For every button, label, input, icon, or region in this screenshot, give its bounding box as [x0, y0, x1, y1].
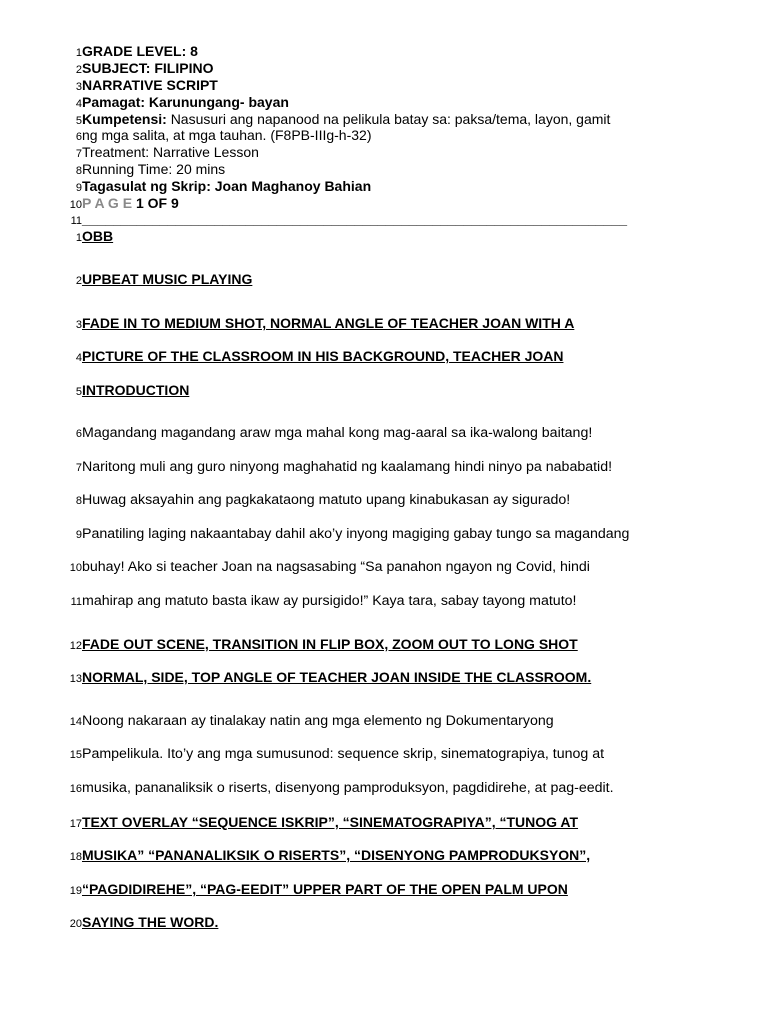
line-number: 12 [69, 640, 82, 652]
script-text: MUSIKA” “PANANALIKSIK O RISERTS”, “DISENYONG PAMPRODUKSYON”, [82, 847, 591, 863]
script-line-12 [68, 636, 578, 654]
pamagat-line [68, 94, 289, 112]
script-line-4 [68, 348, 563, 366]
subject-line [68, 60, 213, 78]
line-number: 17 [69, 818, 82, 830]
script-line-8 [68, 492, 570, 509]
kompetensi-cont-line [68, 127, 371, 145]
script-line-15 [68, 746, 604, 763]
line-number: 20 [69, 918, 82, 930]
script-line-5 [68, 382, 189, 400]
script-text: FADE IN TO MEDIUM SHOT, NORMAL ANGLE OF TEACHER JOAN WITH A [82, 315, 575, 331]
line-number: 2 [75, 275, 82, 287]
script-line-10 [68, 559, 590, 576]
page-label: P A G E [82, 195, 133, 211]
line-number: 14 [69, 716, 82, 728]
script-text: FADE OUT SCENE, TRANSITION IN FLIP BOX, ZOOM OUT TO LONG SHOT [82, 636, 578, 652]
script-text: Naritong muli ang guro ninyong maghahatid ng kaalamang hindi ninyo pa nababatid! [82, 459, 613, 475]
script-text: Pampelikula. Ito’y ang mga sumusunod: sequence skrip, sinematograpiya, tunog at [82, 746, 605, 762]
script-text: musika, pananaliksik o riserts, disenyong pamproduksyon, pagdidirehe, at pag-eedit. [82, 780, 614, 796]
line-number: 1 [75, 232, 82, 244]
script-line-11 [68, 593, 576, 610]
script-line-16 [68, 780, 614, 797]
script-line-17 [68, 814, 578, 832]
kompetensi-label: Kumpetensi: [82, 111, 167, 127]
line-number: 10 [69, 562, 82, 574]
line-number: 11 [70, 596, 82, 608]
line-number: 9 [75, 182, 82, 194]
line-number: 6 [75, 428, 82, 440]
script-text: “PAGDIDIREHE”, “PAG-EEDIT” UPPER PART OF THE OPEN PALM UPON [82, 881, 568, 897]
line-number: 2 [75, 64, 82, 76]
page-value: 1 OF 9 [135, 195, 179, 211]
line-number: 3 [75, 81, 82, 93]
line-number: 5 [75, 115, 82, 127]
script-text: PICTURE OF THE CLASSROOM IN HIS BACKGROUND, TEACHER JOAN [82, 348, 564, 364]
subject: SUBJECT: FILIPINO [82, 60, 214, 76]
divider-line [68, 211, 627, 229]
line-number: 4 [75, 98, 82, 110]
script-text: buhay! Ako si teacher Joan na nagsasabing “Sa panahon ngayon ng Covid, hindi [82, 559, 590, 575]
script-line-2 [68, 271, 252, 289]
script-text: NORMAL, SIDE, TOP ANGLE OF TEACHER JOAN INSIDE THE CLASSROOM. [82, 669, 592, 685]
line-number: 8 [75, 165, 82, 177]
author-label: Tagasulat ng Skrip: [82, 178, 211, 194]
treatment-line [68, 144, 259, 162]
author-line [68, 178, 371, 196]
script-text: Noong nakaraan ay tinalakay natin ang mga elemento ng Dokumentaryong [82, 713, 554, 729]
script-text: Panatiling laging nakaantabay dahil ako’y inyong magiging gabay tungo sa magandang [82, 526, 630, 542]
script-text: INTRODUCTION [82, 382, 190, 398]
line-number: 11 [70, 215, 82, 227]
script-line-3 [68, 315, 574, 333]
author-value: Joan Maghanoy Bahian [214, 178, 372, 194]
line-number: 9 [75, 529, 82, 541]
pamagat-label: Pamagat: [82, 94, 146, 110]
line-number: 15 [69, 749, 82, 761]
line-number: 7 [75, 462, 82, 474]
script-text: Magandang magandang araw mga mahal kong mag-aaral sa ika-walong baitang! [82, 425, 593, 441]
line-number: 3 [75, 319, 82, 331]
script-line-9 [68, 526, 629, 543]
line-number: 18 [69, 851, 82, 863]
script-text: mahirap ang matuto basta ikaw ay pursigido!” Kaya tara, sabay tayong matuto! [82, 593, 577, 609]
line-number: 8 [75, 495, 82, 507]
script-line-13 [68, 669, 591, 687]
script-line-18 [68, 847, 590, 865]
line-number: 7 [75, 148, 82, 160]
line-number: 4 [75, 352, 82, 364]
running-time-line [68, 161, 225, 179]
grade-level: GRADE LEVEL: 8 [82, 43, 198, 59]
running-time: Running Time: 20 mins [82, 161, 226, 177]
script-text: TEXT OVERLAY “SEQUENCE ISKRIP”, “SINEMATOGRAPIYA”, “TUNOG AT [82, 814, 579, 830]
script-text: Huwag aksayahin ang pagkakataong matuto upang kinabukasan ay sigurado! [82, 492, 571, 508]
line-number: 5 [75, 386, 82, 398]
script-text: SAYING THE WORD. [82, 914, 219, 930]
grade-level-line [68, 43, 198, 61]
script-type: NARRATIVE SCRIPT [82, 77, 218, 93]
script-line-7 [68, 459, 612, 476]
script-type-line [68, 77, 218, 95]
pamagat-value: Karunungang- bayan [148, 94, 289, 110]
treatment: Treatment: Narrative Lesson [82, 144, 259, 160]
line-number: 6 [75, 131, 82, 143]
script-line-14 [68, 713, 554, 730]
line-number: 19 [69, 885, 82, 897]
script-text: UPBEAT MUSIC PLAYING [82, 271, 253, 287]
divider: ______________________________________________________________________ [82, 211, 628, 227]
script-line-20 [68, 914, 218, 932]
line-number: 1 [75, 47, 82, 59]
line-number: 13 [69, 673, 82, 685]
script-line-6 [68, 425, 592, 442]
line-number: 16 [69, 783, 82, 795]
script-line-1 [68, 228, 113, 246]
kompetensi-cont: ng mga salita, at mga tauhan. (F8PB-IIIg-h-32) [82, 127, 372, 143]
line-number: 10 [69, 199, 82, 211]
kompetensi-value: Nasusuri ang napanood na pelikula batay sa: paksa/tema, layon, gamit [170, 111, 611, 127]
script-line-19 [68, 881, 568, 899]
script-text: OBB [82, 228, 114, 244]
